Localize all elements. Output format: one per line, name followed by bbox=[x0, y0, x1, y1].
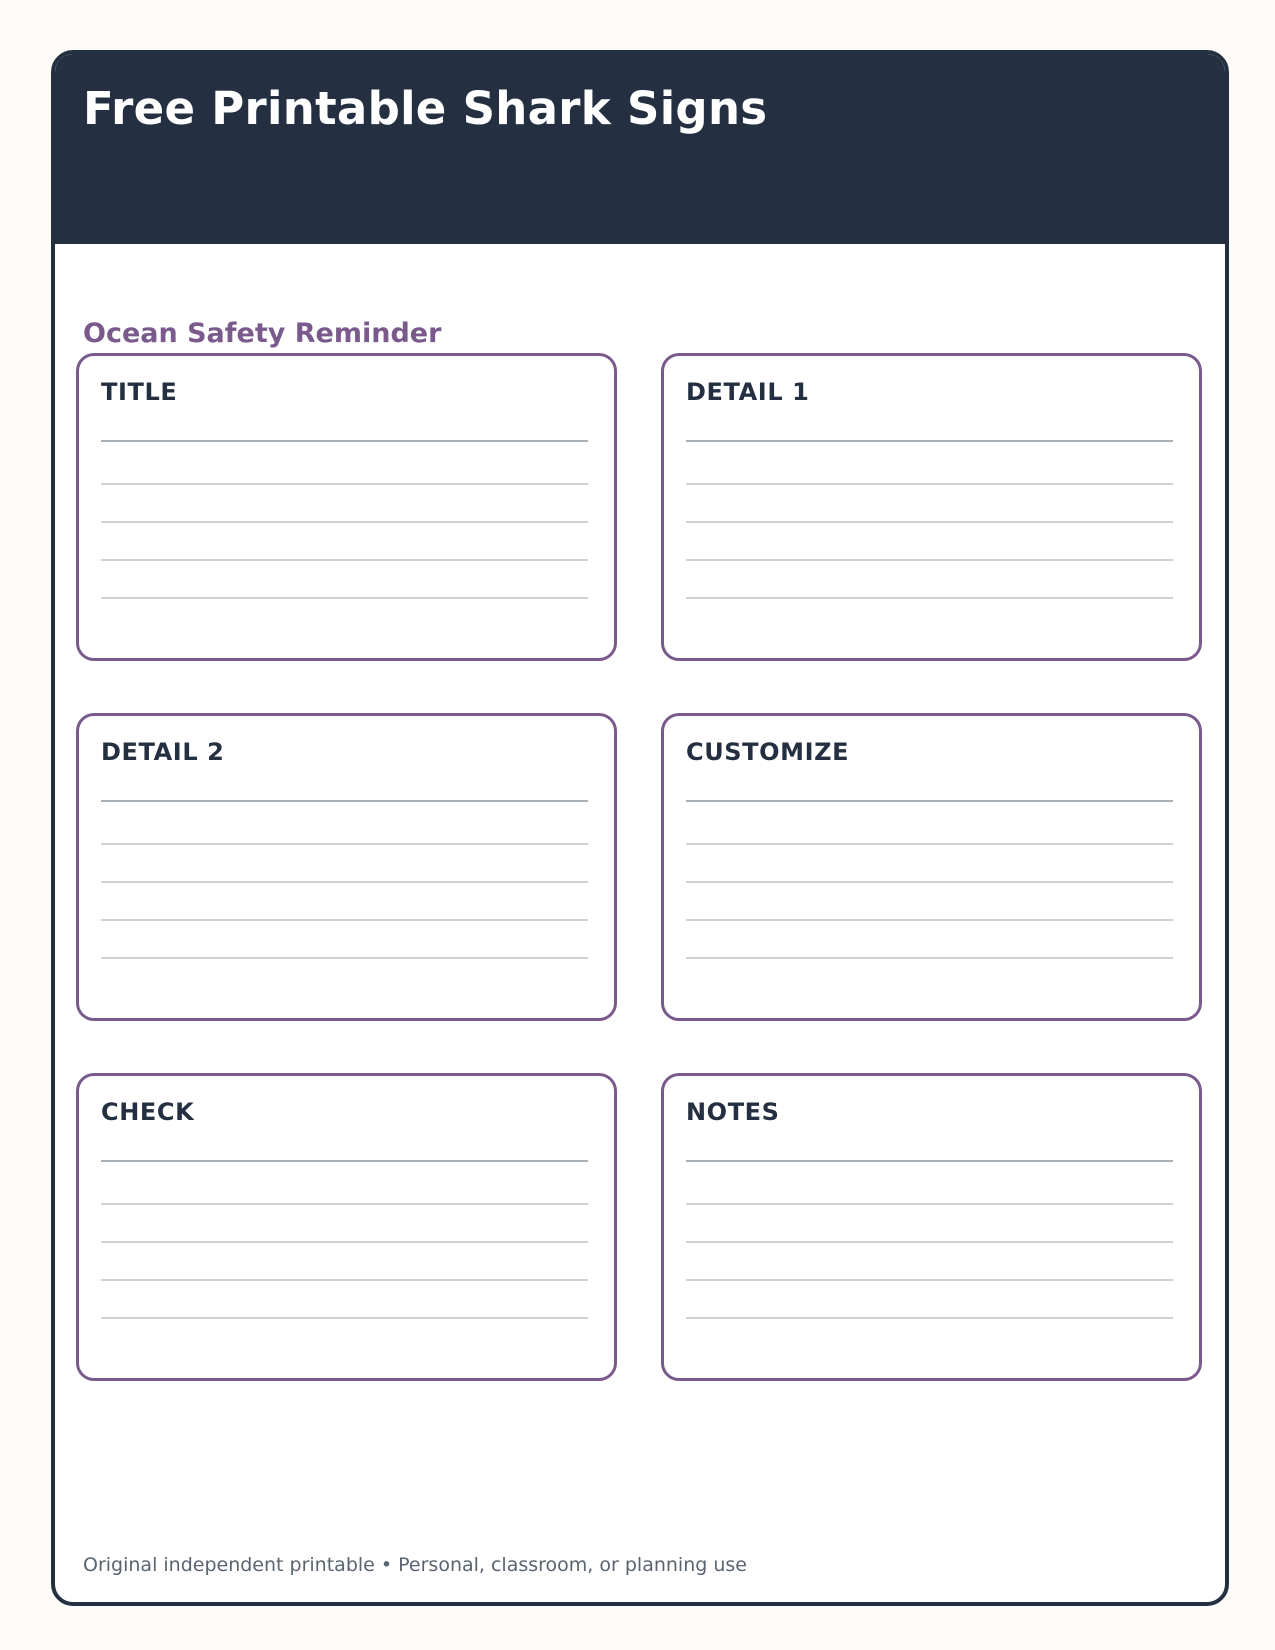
write-line bbox=[686, 1160, 1173, 1162]
write-line bbox=[101, 597, 588, 599]
write-line bbox=[101, 1279, 588, 1281]
write-line bbox=[101, 1241, 588, 1243]
write-line bbox=[686, 800, 1173, 802]
write-line bbox=[686, 1241, 1173, 1243]
write-line bbox=[101, 440, 588, 442]
panel-label: CHECK bbox=[101, 1098, 195, 1126]
write-line bbox=[101, 800, 588, 802]
panel-title bbox=[76, 353, 617, 661]
write-line bbox=[686, 957, 1173, 959]
write-line bbox=[686, 881, 1173, 883]
panel-check bbox=[76, 1073, 617, 1381]
page-title: Free Printable Shark Signs bbox=[83, 82, 768, 135]
panel-label: NOTES bbox=[686, 1098, 780, 1126]
header-band bbox=[55, 54, 1225, 244]
write-line bbox=[686, 521, 1173, 523]
write-line bbox=[101, 1317, 588, 1319]
write-line bbox=[101, 521, 588, 523]
panel-detail-2 bbox=[76, 713, 617, 1021]
write-line bbox=[686, 1203, 1173, 1205]
panel-label: TITLE bbox=[101, 378, 178, 406]
write-line bbox=[101, 559, 588, 561]
panel-customize bbox=[661, 713, 1202, 1021]
write-line bbox=[686, 483, 1173, 485]
write-line bbox=[101, 957, 588, 959]
panel-notes bbox=[661, 1073, 1202, 1381]
write-line bbox=[101, 1160, 588, 1162]
write-line bbox=[686, 440, 1173, 442]
subtitle: Ocean Safety Reminder bbox=[83, 318, 442, 349]
write-line bbox=[686, 1279, 1173, 1281]
write-line bbox=[686, 843, 1173, 845]
panel-label: DETAIL 1 bbox=[686, 378, 810, 406]
write-line bbox=[686, 1317, 1173, 1319]
write-line bbox=[101, 1203, 588, 1205]
panel-detail-1 bbox=[661, 353, 1202, 661]
page-frame bbox=[51, 50, 1229, 1606]
write-line bbox=[101, 843, 588, 845]
write-line bbox=[686, 559, 1173, 561]
panel-label: CUSTOMIZE bbox=[686, 738, 850, 766]
write-line bbox=[101, 483, 588, 485]
write-line bbox=[101, 919, 588, 921]
write-line bbox=[101, 881, 588, 883]
footer-note: Original independent printable • Personal, classroom, or planning use bbox=[83, 1554, 747, 1576]
panel-label: DETAIL 2 bbox=[101, 738, 225, 766]
write-line bbox=[686, 919, 1173, 921]
write-line bbox=[686, 597, 1173, 599]
